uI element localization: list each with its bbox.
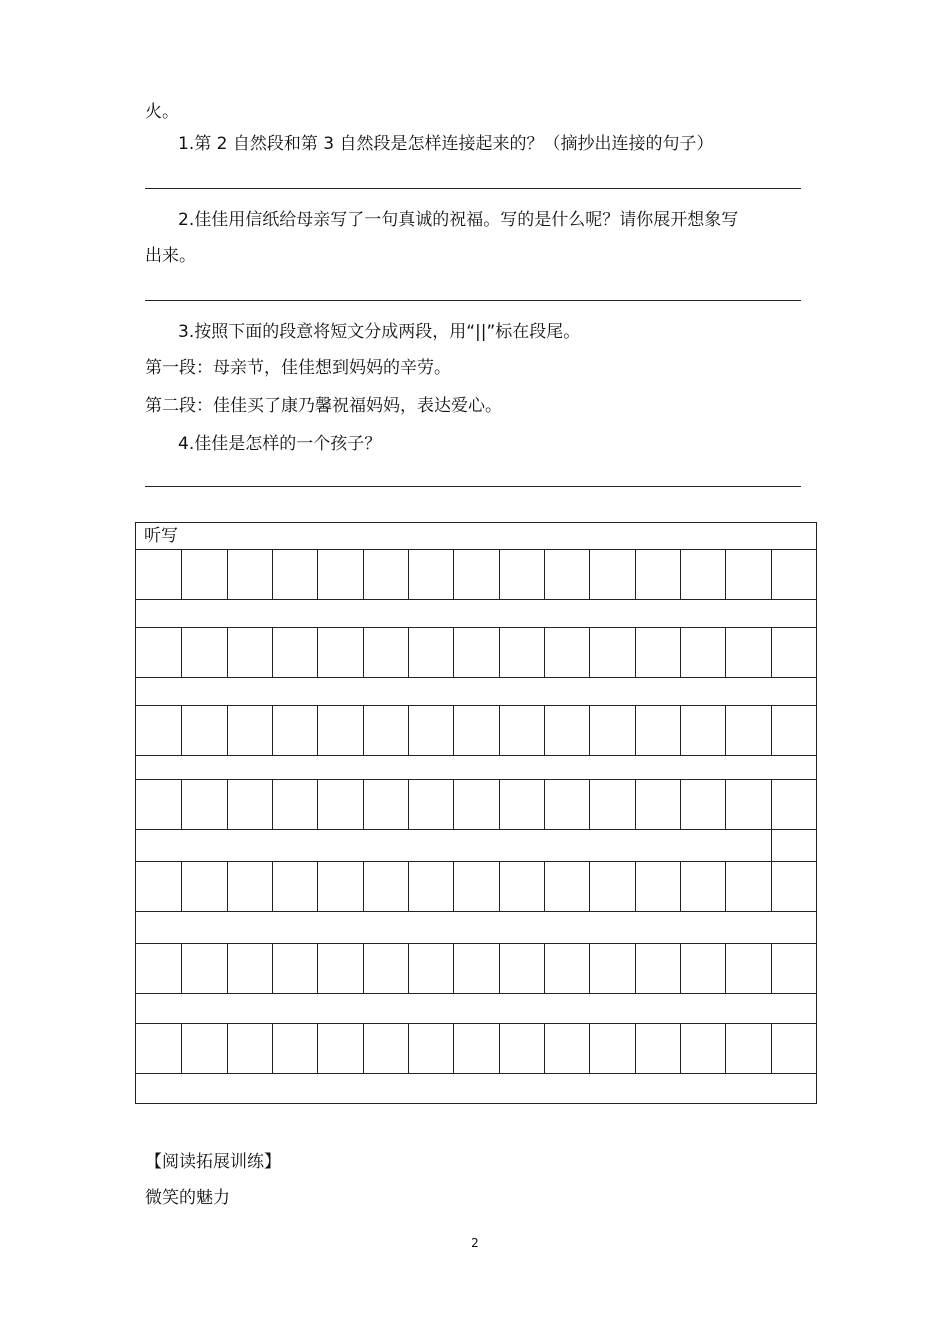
grid-cell-divider	[499, 861, 500, 911]
grid-cell-divider	[635, 861, 636, 911]
grid-cell-divider	[181, 627, 182, 677]
grid-cell-divider	[317, 549, 318, 599]
page-number: 2	[471, 1236, 479, 1250]
grid-cell-divider	[317, 779, 318, 829]
grid-cell-divider	[499, 943, 500, 993]
grid-cell-divider	[317, 861, 318, 911]
extension-heading: 【阅读拓展训练】	[145, 1152, 281, 1172]
grid-cell-divider	[635, 549, 636, 599]
grid-cell-divider	[227, 861, 228, 911]
grid-cell-divider	[363, 943, 364, 993]
grid-cell-divider	[771, 549, 772, 599]
grid-cell-divider	[544, 549, 545, 599]
grid-separator	[136, 993, 816, 994]
grid-cell-divider	[408, 1023, 409, 1073]
grid-cell-divider	[544, 627, 545, 677]
grid-separator	[136, 755, 816, 756]
grid-cell-divider	[272, 705, 273, 755]
grid-separator	[136, 599, 816, 600]
grid-cell-divider	[272, 779, 273, 829]
grid-cell-divider	[227, 627, 228, 677]
grid-cell-divider	[408, 861, 409, 911]
grid-cell-divider	[181, 1023, 182, 1073]
grid-cell-divider	[589, 627, 590, 677]
grid-cell-divider	[272, 627, 273, 677]
question-1: 1.第 2 自然段和第 3 自然段是怎样连接起来的？（摘抄出连接的句子）	[178, 134, 714, 154]
grid-cell-divider	[408, 627, 409, 677]
grid-cell-divider	[317, 705, 318, 755]
grid-cell-divider	[635, 705, 636, 755]
grid-row	[136, 943, 816, 993]
grid-cell-divider	[589, 861, 590, 911]
text-fragment: 火。	[145, 102, 179, 122]
question-3: 3.按照下面的段意将短文分成两段，用“||”标在段尾。	[178, 322, 581, 342]
grid-cell-divider	[544, 861, 545, 911]
grid-cell-divider	[181, 779, 182, 829]
grid-cell-divider	[544, 1023, 545, 1073]
grid-cell-divider	[181, 549, 182, 599]
grid-cell-divider	[544, 705, 545, 755]
grid-cell-divider	[499, 627, 500, 677]
grid-cell-divider	[272, 1023, 273, 1073]
grid-cell-divider	[635, 943, 636, 993]
grid-cell-divider	[680, 861, 681, 911]
grid-cell-divider	[408, 943, 409, 993]
grid-cell-divider	[680, 627, 681, 677]
grid-cell-divider	[771, 829, 772, 861]
grid-cell-divider	[544, 943, 545, 993]
grid-row	[136, 861, 816, 911]
grid-cell-divider	[589, 943, 590, 993]
grid-cell-divider	[408, 779, 409, 829]
grid-separator	[136, 677, 816, 678]
grid-cell-divider	[589, 549, 590, 599]
grid-cell-divider	[771, 705, 772, 755]
grid-row	[136, 705, 816, 755]
grid-separator	[136, 911, 816, 912]
grid-cell-divider	[363, 627, 364, 677]
grid-cell-divider	[499, 549, 500, 599]
grid-cell-divider	[499, 705, 500, 755]
grid-cell-divider	[453, 549, 454, 599]
grid-cell-divider	[227, 943, 228, 993]
grid-cell-divider	[363, 779, 364, 829]
grid-cell-divider	[227, 549, 228, 599]
grid-separator	[136, 1073, 816, 1074]
grid-cell-divider	[725, 1023, 726, 1073]
grid-cell-divider	[725, 549, 726, 599]
answer-line-1[interactable]	[145, 188, 801, 189]
grid-cell-divider	[589, 705, 590, 755]
grid-cell-divider	[635, 779, 636, 829]
grid-cell-divider	[317, 627, 318, 677]
grid-cell-divider	[635, 627, 636, 677]
paragraph-2-summary: 第二段：佳佳买了康乃馨祝福妈妈，表达爱心。	[145, 396, 502, 416]
grid-cell-divider	[272, 943, 273, 993]
grid-cell-divider	[680, 779, 681, 829]
answer-line-4[interactable]	[145, 486, 801, 487]
grid-cell-divider	[499, 1023, 500, 1073]
grid-cell-divider	[499, 779, 500, 829]
grid-cell-divider	[453, 943, 454, 993]
grid-cell-divider	[771, 1023, 772, 1073]
grid-row	[136, 1023, 816, 1073]
grid-cell-divider	[453, 627, 454, 677]
grid-cell-divider	[725, 779, 726, 829]
grid-cell-divider	[181, 861, 182, 911]
grid-cell-divider	[589, 779, 590, 829]
grid-cell-divider	[272, 549, 273, 599]
grid-cell-divider	[363, 861, 364, 911]
grid-cell-divider	[453, 779, 454, 829]
grid-cell-divider	[771, 779, 772, 829]
grid-cell-divider	[363, 549, 364, 599]
grid-cell-divider	[680, 943, 681, 993]
article-title: 微笑的魅力	[145, 1188, 230, 1208]
grid-cell-divider	[589, 1023, 590, 1073]
grid-cell-divider	[680, 549, 681, 599]
grid-row	[136, 627, 816, 677]
grid-cell-divider	[453, 1023, 454, 1073]
grid-cell-divider	[635, 1023, 636, 1073]
grid-cell-divider	[227, 779, 228, 829]
grid-cell-divider	[725, 705, 726, 755]
question-2-line-1: 2.佳佳用信纸给母亲写了一句真诚的祝福。写的是什么呢？请你展开想象写	[178, 210, 739, 230]
question-4: 4.佳佳是怎样的一个孩子？	[178, 434, 382, 454]
dictation-grid	[135, 522, 817, 1104]
grid-cell-divider	[680, 705, 681, 755]
grid-cell-divider	[408, 705, 409, 755]
grid-cell-divider	[317, 943, 318, 993]
paragraph-1-summary: 第一段：母亲节，佳佳想到妈妈的辛劳。	[145, 358, 451, 378]
dictation-title: 听写	[144, 526, 178, 546]
grid-cell-divider	[363, 705, 364, 755]
grid-cell-divider	[363, 1023, 364, 1073]
question-2-line-2: 出来。	[145, 246, 196, 266]
grid-cell-divider	[227, 705, 228, 755]
grid-cell-divider	[771, 861, 772, 911]
grid-cell-divider	[272, 861, 273, 911]
grid-cell-divider	[317, 1023, 318, 1073]
grid-cell-divider	[181, 943, 182, 993]
grid-cell-divider	[227, 1023, 228, 1073]
grid-separator	[136, 829, 816, 830]
answer-line-2[interactable]	[145, 300, 801, 301]
grid-cell-divider	[453, 705, 454, 755]
grid-cell-divider	[544, 779, 545, 829]
grid-cell-divider	[771, 627, 772, 677]
grid-row	[136, 549, 816, 599]
grid-row	[136, 779, 816, 829]
grid-cell-divider	[453, 861, 454, 911]
grid-cell-divider	[680, 1023, 681, 1073]
grid-cell-divider	[181, 705, 182, 755]
grid-cell-divider	[725, 943, 726, 993]
grid-cell-divider	[771, 943, 772, 993]
grid-cell-divider	[725, 861, 726, 911]
grid-cell-divider	[725, 627, 726, 677]
grid-cell-divider	[408, 549, 409, 599]
